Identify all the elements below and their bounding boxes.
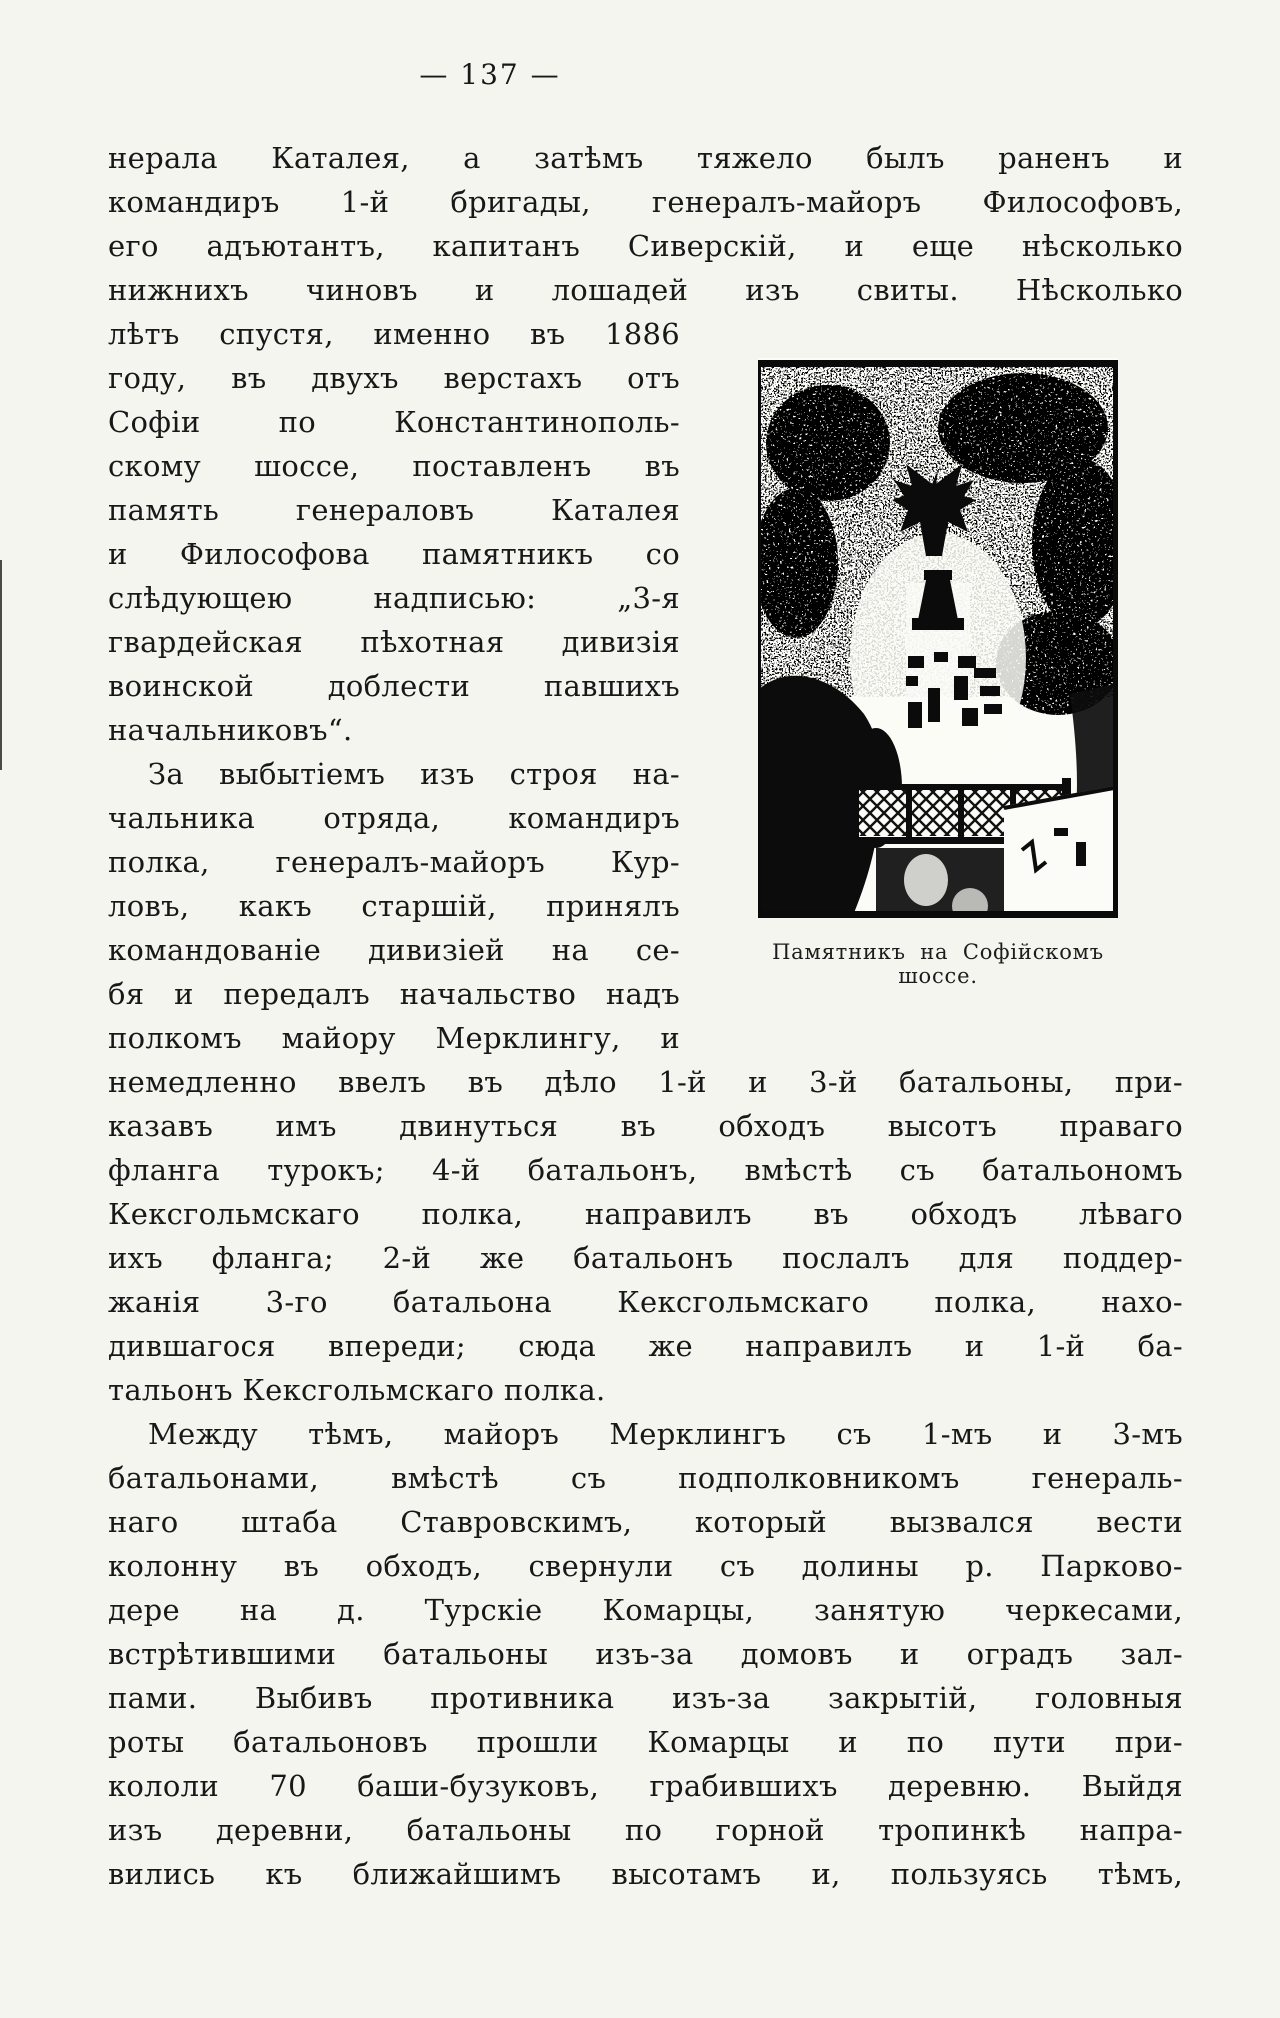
text-line: чальника отряда, командиръ	[108, 801, 680, 835]
text-line: полкомъ майору Мерклингу, и	[108, 1021, 680, 1055]
figure-caption: Памятникъ на Софійскомъ шоссе.	[772, 940, 1104, 988]
text-line: гвардейская пѣхотная дивизія	[108, 625, 680, 659]
text-line: его адъютантъ, капитанъ Сиверскій, и еще нѣсколько	[108, 229, 1183, 263]
text-line: дившагося впереди; сюда же направилъ и 1-й ба-	[108, 1329, 1183, 1363]
text-line: казавъ имъ двинуться въ обходъ высотъ праваго	[108, 1109, 1183, 1143]
text-line: лѣтъ спустя, именно въ 1886	[108, 317, 680, 351]
text-line: Кексгольмскаго полка, направилъ въ обходъ лѣваго	[108, 1197, 1183, 1231]
text-line: батальонами, вмѣстѣ съ подполковникомъ генераль-	[108, 1461, 1183, 1495]
text-line: встрѣтившими батальоны изъ-за домовъ и оградъ зал-	[108, 1637, 1183, 1671]
text-line: нерала Каталея, а затѣмъ тяжело былъ раненъ и	[108, 141, 1183, 175]
text-line: и Философова памятникъ со	[108, 537, 680, 571]
scan-edge-artifact	[0, 560, 2, 770]
text-line: тальонъ Кексгольмскаго полка.	[108, 1373, 606, 1407]
text-line: роты батальоновъ прошли Комарцы и по пути при-	[108, 1725, 1183, 1759]
text-line: вились къ ближайшимъ высотамъ и, пользуясь тѣмъ,	[108, 1857, 1183, 1891]
text-line: нижнихъ чиновъ и лошадей изъ свиты. Нѣсколько	[108, 273, 1183, 307]
text-line: наго штаба Ставровскимъ, который вызвался вести	[108, 1505, 1183, 1539]
text-line: немедленно ввелъ въ дѣло 1-й и 3-й батальоны, при-	[108, 1065, 1183, 1099]
text-line: бя и передалъ начальство надъ	[108, 977, 680, 1011]
text-line: Между тѣмъ, майоръ Мерклингъ съ 1-мъ и 3-мъ	[148, 1417, 1183, 1451]
text-line: жанія 3-го батальона Кексгольмскаго полка, нахо-	[108, 1285, 1183, 1319]
monument-figure	[758, 358, 1118, 988]
page-number: — 137 —	[419, 58, 561, 91]
text-line: кололи 70 баши-бузуковъ, грабившихъ деревню. Выйдя	[108, 1769, 1183, 1803]
text-line: изъ деревни, батальоны по горной тропинкѣ напра-	[108, 1813, 1183, 1847]
text-line: слѣдующею надписью: „3-я	[108, 581, 680, 615]
text-line: полка, генералъ-майоръ Кур-	[108, 845, 680, 879]
text-line: скому шоссе, поставленъ въ	[108, 449, 680, 483]
text-line: дере на д. Турскіе Комарцы, занятую черкесами,	[108, 1593, 1183, 1627]
text-line: Софіи по Константинополь-	[108, 405, 680, 439]
text-line: ихъ фланга; 2-й же батальонъ послалъ для поддер-	[108, 1241, 1183, 1275]
text-line: пами. Выбивъ противника изъ-за закрытій, головныя	[108, 1681, 1183, 1715]
text-line: колонну въ обходъ, свернули съ долины р. Парково-	[108, 1549, 1183, 1583]
text-line: фланга турокъ; 4-й батальонъ, вмѣстѣ съ батальономъ	[108, 1153, 1183, 1187]
text-line: командиръ 1-й бригады, генералъ-майоръ Философовъ,	[108, 185, 1183, 219]
text-line: командованіе дивизіей на се-	[108, 933, 680, 967]
text-line: За выбытіемъ изъ строя на-	[148, 757, 680, 791]
text-line: воинской доблести павшихъ	[108, 669, 680, 703]
text-line: память генераловъ Каталея	[108, 493, 680, 527]
text-line: году, въ двухъ верстахъ отъ	[108, 361, 680, 395]
text-line: ловъ, какъ старшій, принялъ	[108, 889, 680, 923]
monument-photo	[758, 358, 1118, 918]
text-line: начальниковъ“.	[108, 713, 353, 747]
